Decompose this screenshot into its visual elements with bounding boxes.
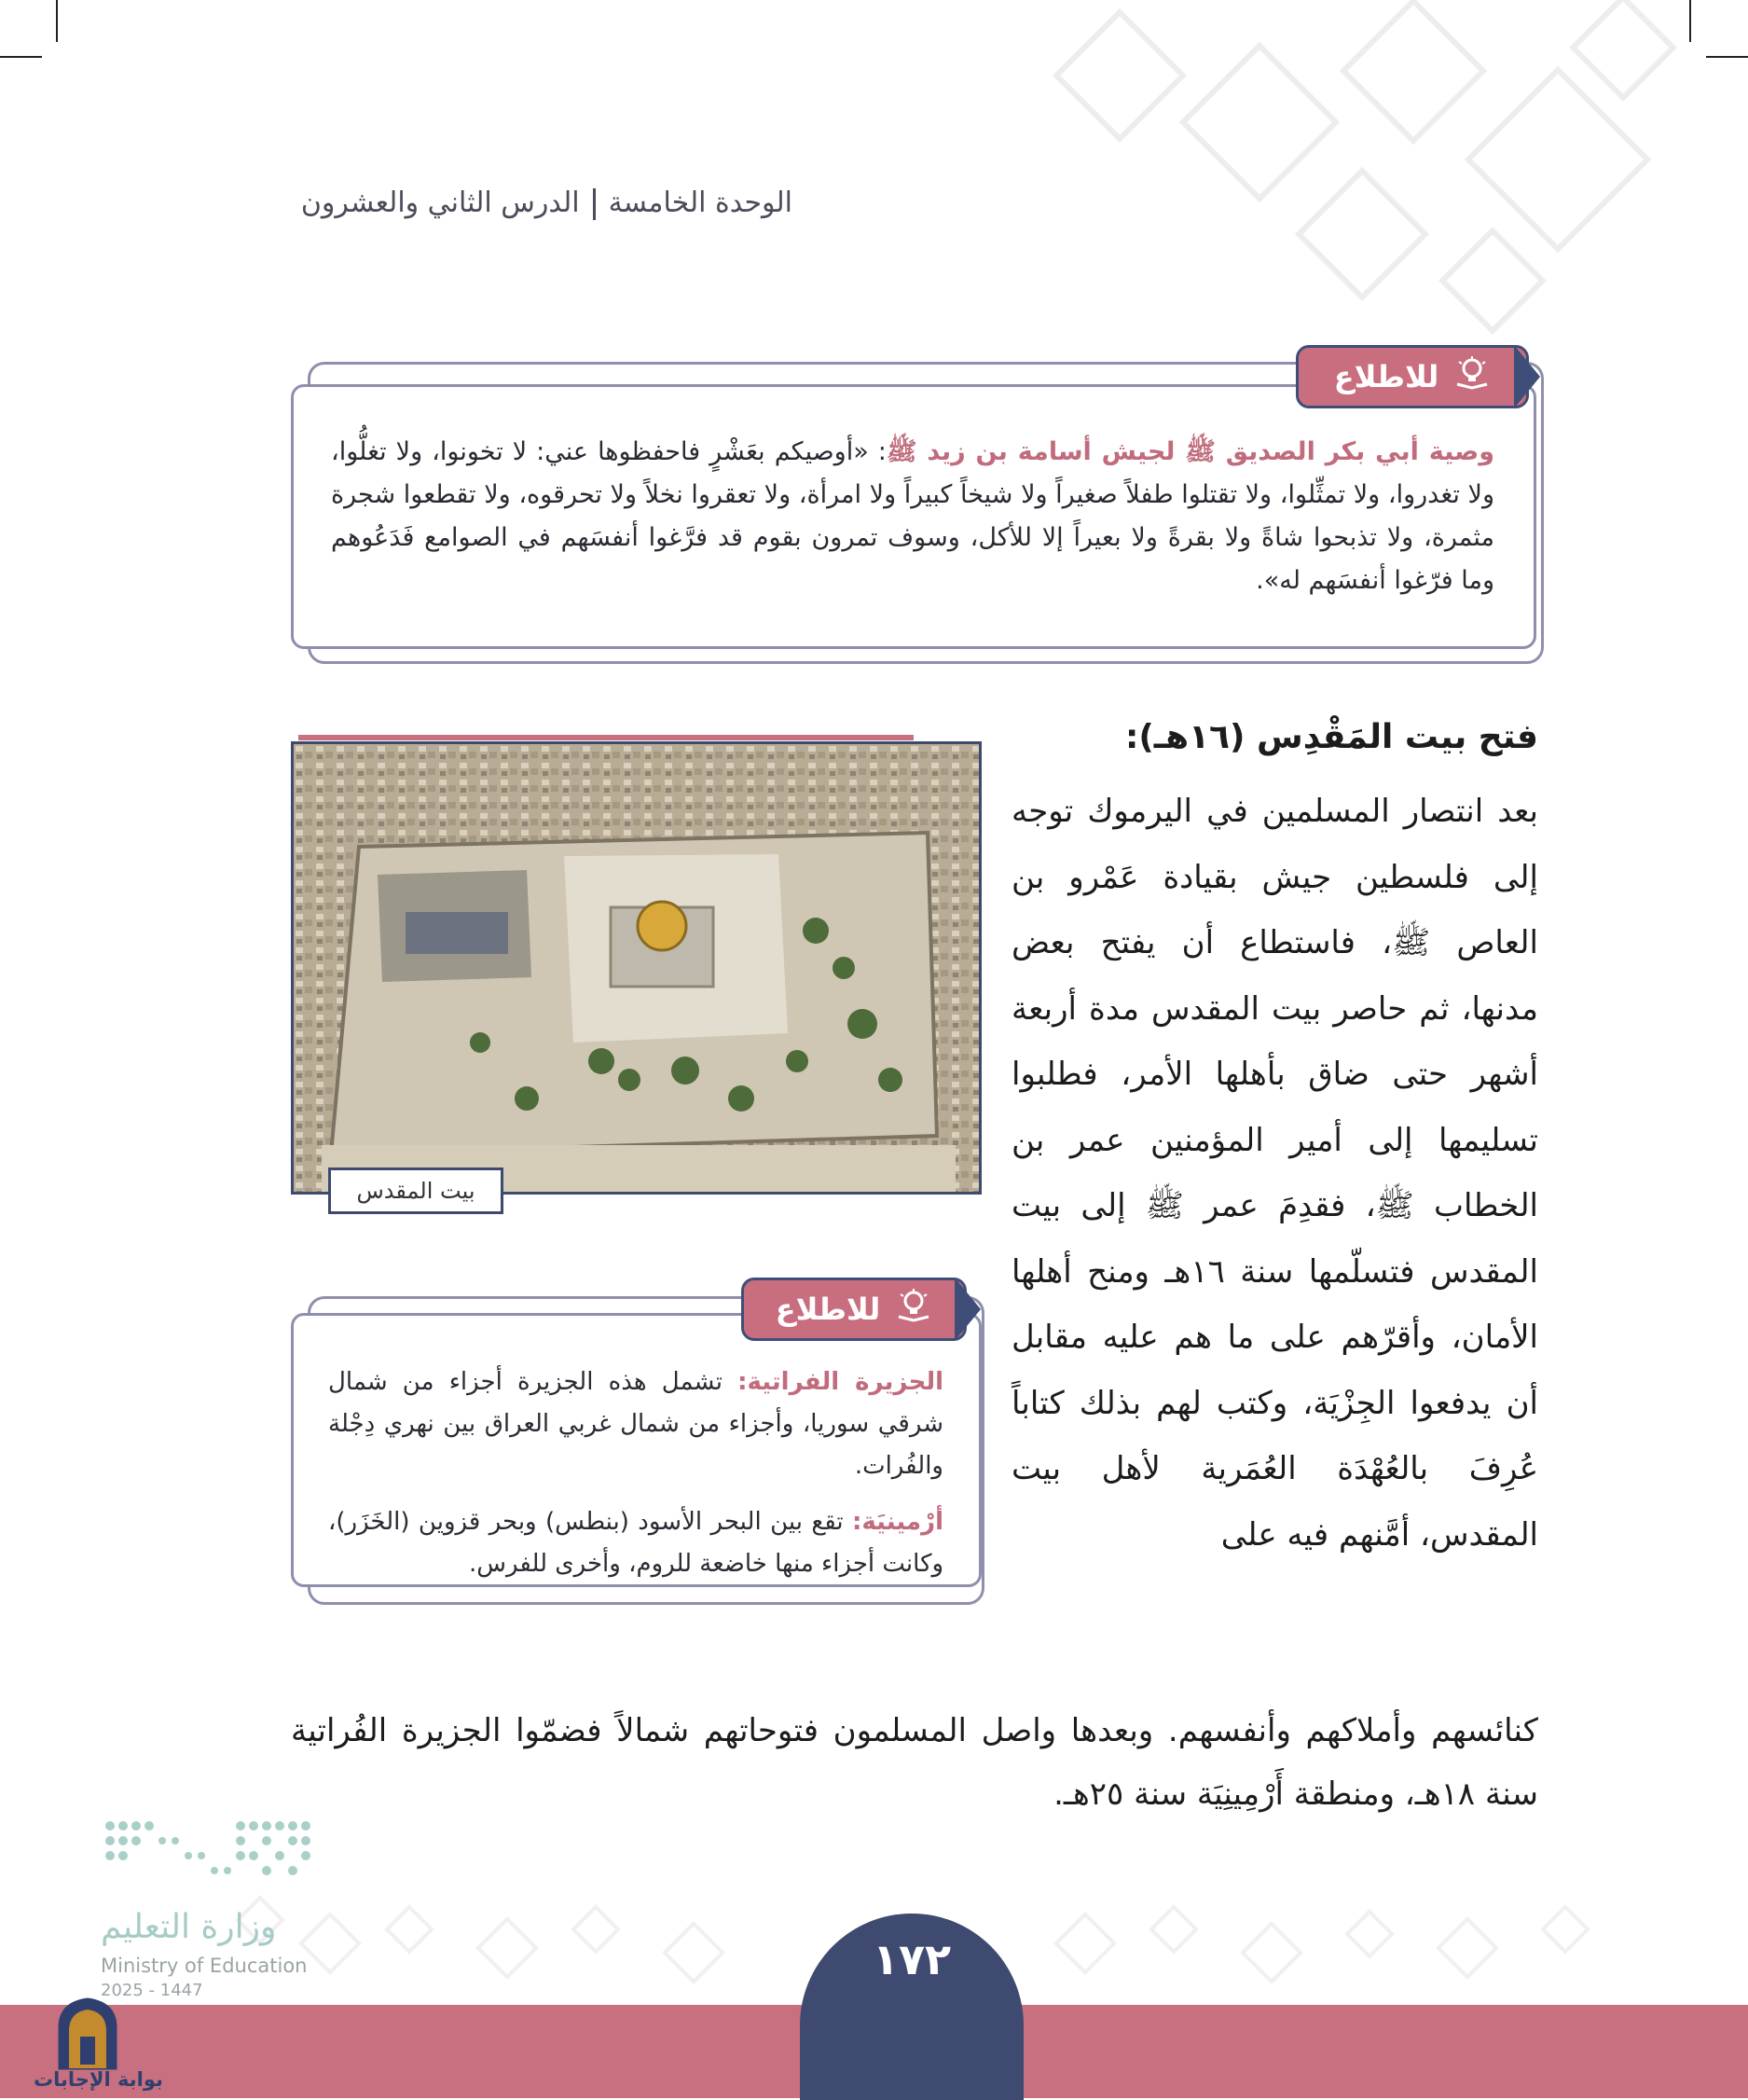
photo-caption: بيت المقدس bbox=[328, 1167, 503, 1214]
info-tab bbox=[1296, 345, 1529, 408]
definition-armenia: تقع بين البحر الأسود (بنطس) وبحر قزوين (الخَزَر)، وكانت أجزاء منها خاضعة للروم، وأخرى للفرس. bbox=[328, 1508, 943, 1578]
info-body: : «أوصيكم بعَشْرٍ فاحفظوها عني: لا تخونوا، ولا تغلُّوا، ولا تغدروا، ولا تمثِّلوا، ولا تقتلوا طفلاً صغيراً ولا شيخاً كبيراً ولا امرأة، ولا تعقروا نخلاً ولا تحرقوه، ولا تقطعوا شجرة مثمرة، ولا تذبحوا شاةً ولا بقرةً ولا بعيراً إلا للأكل، وسوف تمرون بقوم قد فرَّغوا أنفسَهم في الصوامع فَدَعُوهم وما فرّغوا أنفسَهم له». bbox=[331, 437, 1494, 595]
running-header bbox=[280, 187, 792, 220]
info-tab bbox=[741, 1278, 967, 1341]
definition-jazira: تشمل هذه الجزيرة أجزاء من شمال شرقي سوريا، وأجزاء من شمال غربي العراق بين نهري دِجْلة والفُرات. bbox=[328, 1368, 943, 1480]
tab-arrow-icon bbox=[955, 1278, 981, 1341]
crop-mark bbox=[56, 0, 58, 42]
info-box-item-2 bbox=[328, 1501, 943, 1585]
page-number-badge bbox=[800, 1913, 1024, 2100]
photo-accent-bar bbox=[298, 735, 914, 740]
term-jazira: الجزيرة الفراتية: bbox=[737, 1368, 943, 1396]
crop-mark bbox=[1689, 0, 1691, 42]
portal-label: بوابة الإجابات bbox=[34, 2068, 163, 2091]
crop-mark bbox=[1706, 56, 1748, 58]
term-armenia: أرْمينيَة: bbox=[852, 1508, 943, 1536]
mosque-arch-icon bbox=[54, 1996, 121, 2070]
tab-arrow-icon bbox=[1514, 345, 1540, 408]
ministry-name-en: Ministry of Education bbox=[101, 1955, 308, 1977]
info-tab-label: للاطلاع bbox=[775, 1292, 881, 1327]
bottom-paragraph: كنائسهم وأملاكهم وأنفسهم. وبعدها واصل المسلمون فتوحاتهم شمالاً فضمّوا الجزيرة الفُراتية سنة ١٨هـ، ومنطقة أَرْمِينِيَة سنة ٢٥هـ. bbox=[291, 1712, 1538, 1813]
section-heading: فتح بيت المَقْدِس (١٦هـ): bbox=[1124, 718, 1538, 756]
info-box-item-1 bbox=[328, 1361, 943, 1487]
page-number: ١٧٢ bbox=[872, 1934, 952, 1984]
info-box-text bbox=[331, 431, 1494, 602]
lesson-title: الدرس الثاني والعشرون bbox=[300, 187, 580, 219]
header-separator bbox=[593, 188, 596, 220]
crop-mark bbox=[0, 56, 42, 58]
ministry-year: 2025 - 1447 bbox=[101, 1981, 203, 2000]
lightbulb-book-icon bbox=[895, 1287, 932, 1332]
ministry-name-ar: وزارة التعليم bbox=[101, 1908, 277, 1946]
info-highlight: وصية أبي بكر الصديق ﷺ لجيش أسامة بن زيد ﷺ bbox=[886, 437, 1494, 466]
unit-title: الوحدة الخامسة bbox=[608, 187, 792, 219]
aerial-photo bbox=[291, 741, 982, 1195]
main-paragraph: بعد انتصار المسلمين في اليرموك توجه إلى فلسطين جيش بقيادة عَمْرو بن العاص ﷺ، فاستطاع أن يفتح بعض مدنها، ثم حاصر بيت المقدس مدة أربعة أشهر حتى ضاق بأهلها الأمر، فطلبوا تسليمها إلى أمير المؤمنين عمر بن الخطاب ﷺ، فقدِمَ عمر ﷺ إلى بيت المقدس فتسلّمها سنة ١٦هـ ومنح أهلها الأمان، وأقرّهم على ما هم عليه مقابل أن يدفعوا الجِزْيَة، وكتب لهم بذلك كتاباً عُرِفَ بالعُهْدَة العُمَرية لأهل بيت المقدس، أمَّنهم فيه على bbox=[1012, 793, 1538, 1554]
lightbulb-book-icon bbox=[1453, 354, 1491, 399]
dots-emblem-icon bbox=[101, 1817, 315, 1882]
info-tab-label: للاطلاع bbox=[1333, 359, 1439, 394]
